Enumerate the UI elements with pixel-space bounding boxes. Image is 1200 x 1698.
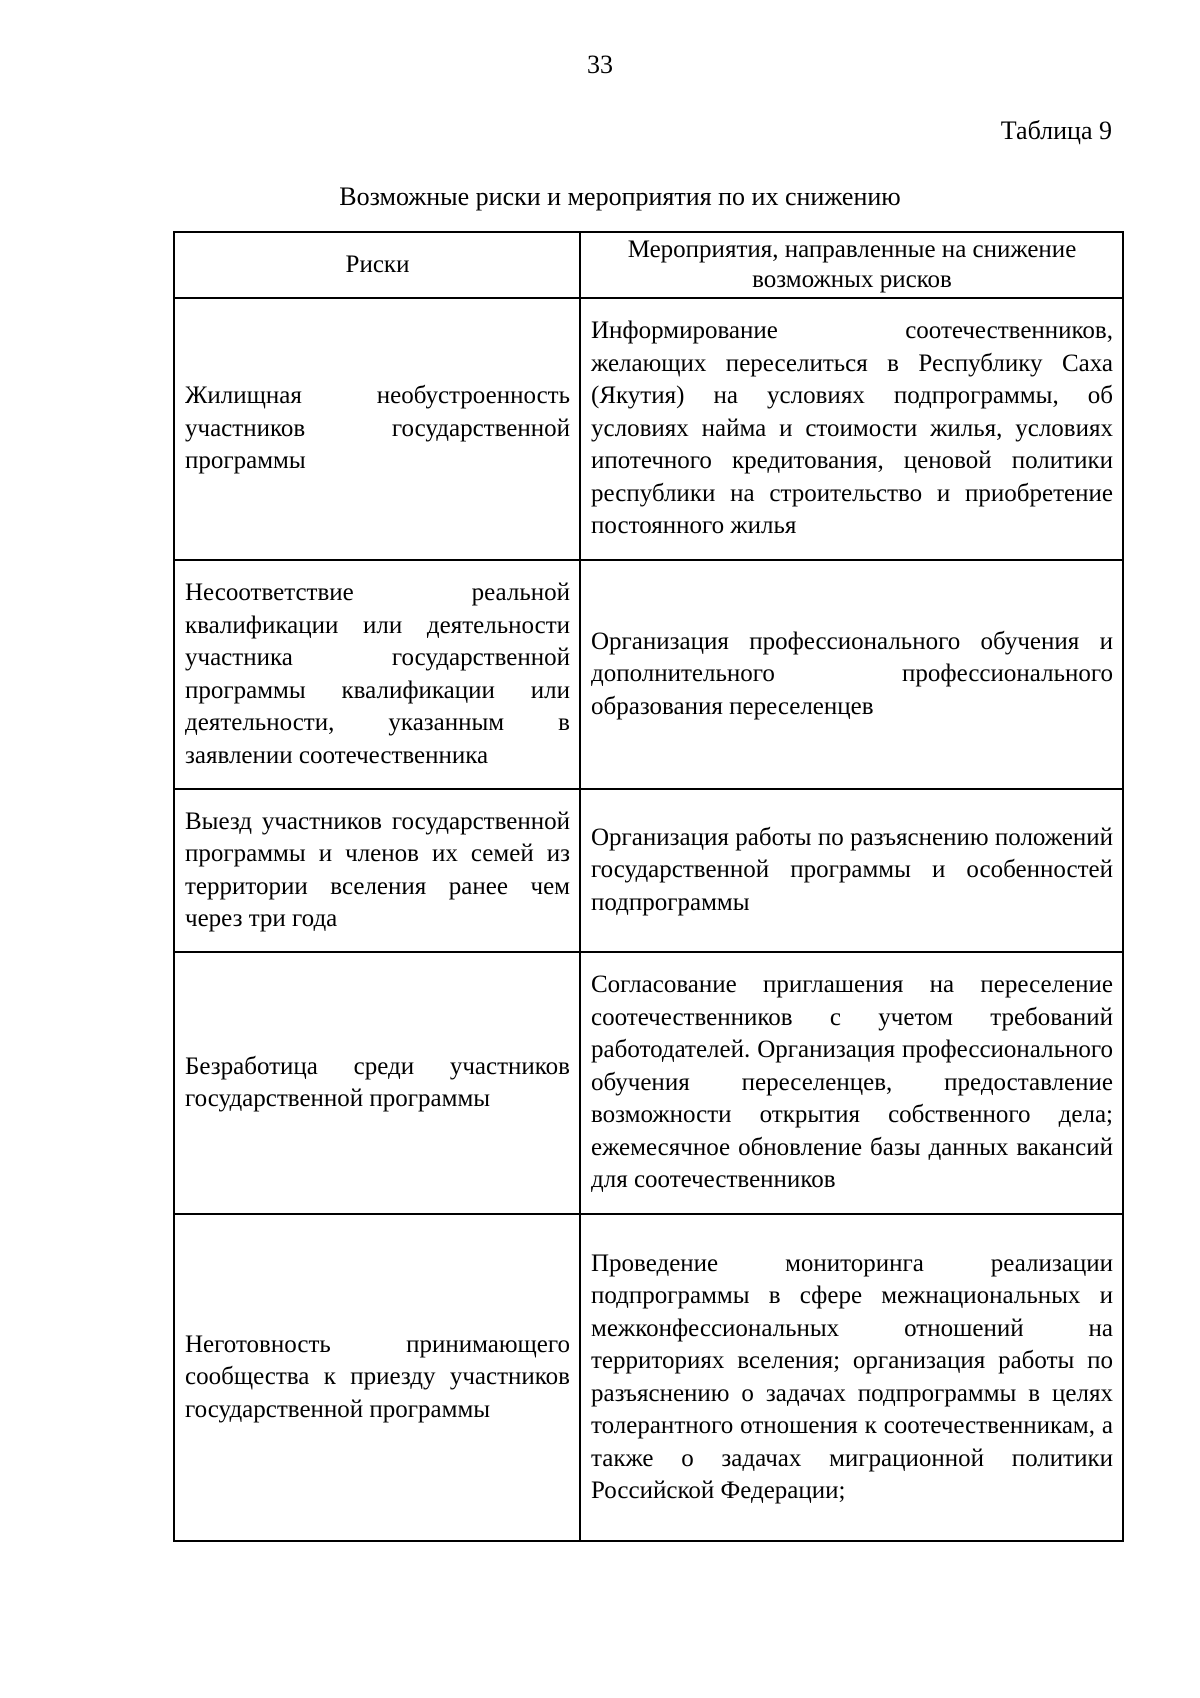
table-title: Возможные риски и мероприятия по их снижению [339,182,901,211]
risk-cell: Выезд участников государственной программы и членов их семей из территории вселения ранее чем через три года [174,789,580,952]
risk-cell: Безработица среди участников государственной программы [174,952,580,1214]
table-row [174,298,1123,560]
measures-cell: Информирование соотечественников, желающих переселиться в Республику Саха (Якутия) на условиях подпрограммы, об условиях найма и стоимости жилья, условиях ипотечного кредитования, ценовой политики республики на строительство и приобретение постоянного жилья [580,298,1123,560]
risk-cell: Жилищная необустроенность участников государственной программы [174,298,580,560]
measures-cell: Организация профессионального обучения и дополнительного профессионального образования переселенцев [580,560,1123,789]
table-row [174,789,1123,952]
table-row [174,952,1123,1214]
table-row [174,1214,1123,1541]
risk-cell: Несоответствие реальной квалификации или деятельности участника государственной программы квалификации или деятельности, указанным в заявлении соотечественника [174,560,580,789]
header-measures: Мероприятия, направленные на снижение возможных рисков [580,232,1123,298]
header-risks: Риски [174,232,580,298]
table-row [174,560,1123,789]
table-label: Таблица 9 [1000,116,1112,145]
measures-cell: Организация работы по разъяснению положений государственной программы и особенностей подпрограммы [580,789,1123,952]
risk-cell: Неготовность принимающего сообщества к приезду участников государственной программы [174,1214,580,1541]
measures-cell: Согласование приглашения на переселение соотечественников с учетом требований работодателей. Организация профессионального обучения переселенцев, предоставление возможности открытия собственного дела; ежемесячное обновление базы данных вакансий для соотечественников [580,952,1123,1214]
page-number: 33 [587,50,613,79]
table-header-row [174,232,1123,298]
risks-table [173,231,1124,1542]
measures-cell: Проведение мониторинга реализации подпрограммы в сфере межнациональных и межконфессиональных отношений на территориях вселения; организация работы по разъяснению о задачах подпрограммы в целях толерантного отношения к соотечественникам, а также о задачах миграционной политики Российской Федерации; [580,1214,1123,1541]
